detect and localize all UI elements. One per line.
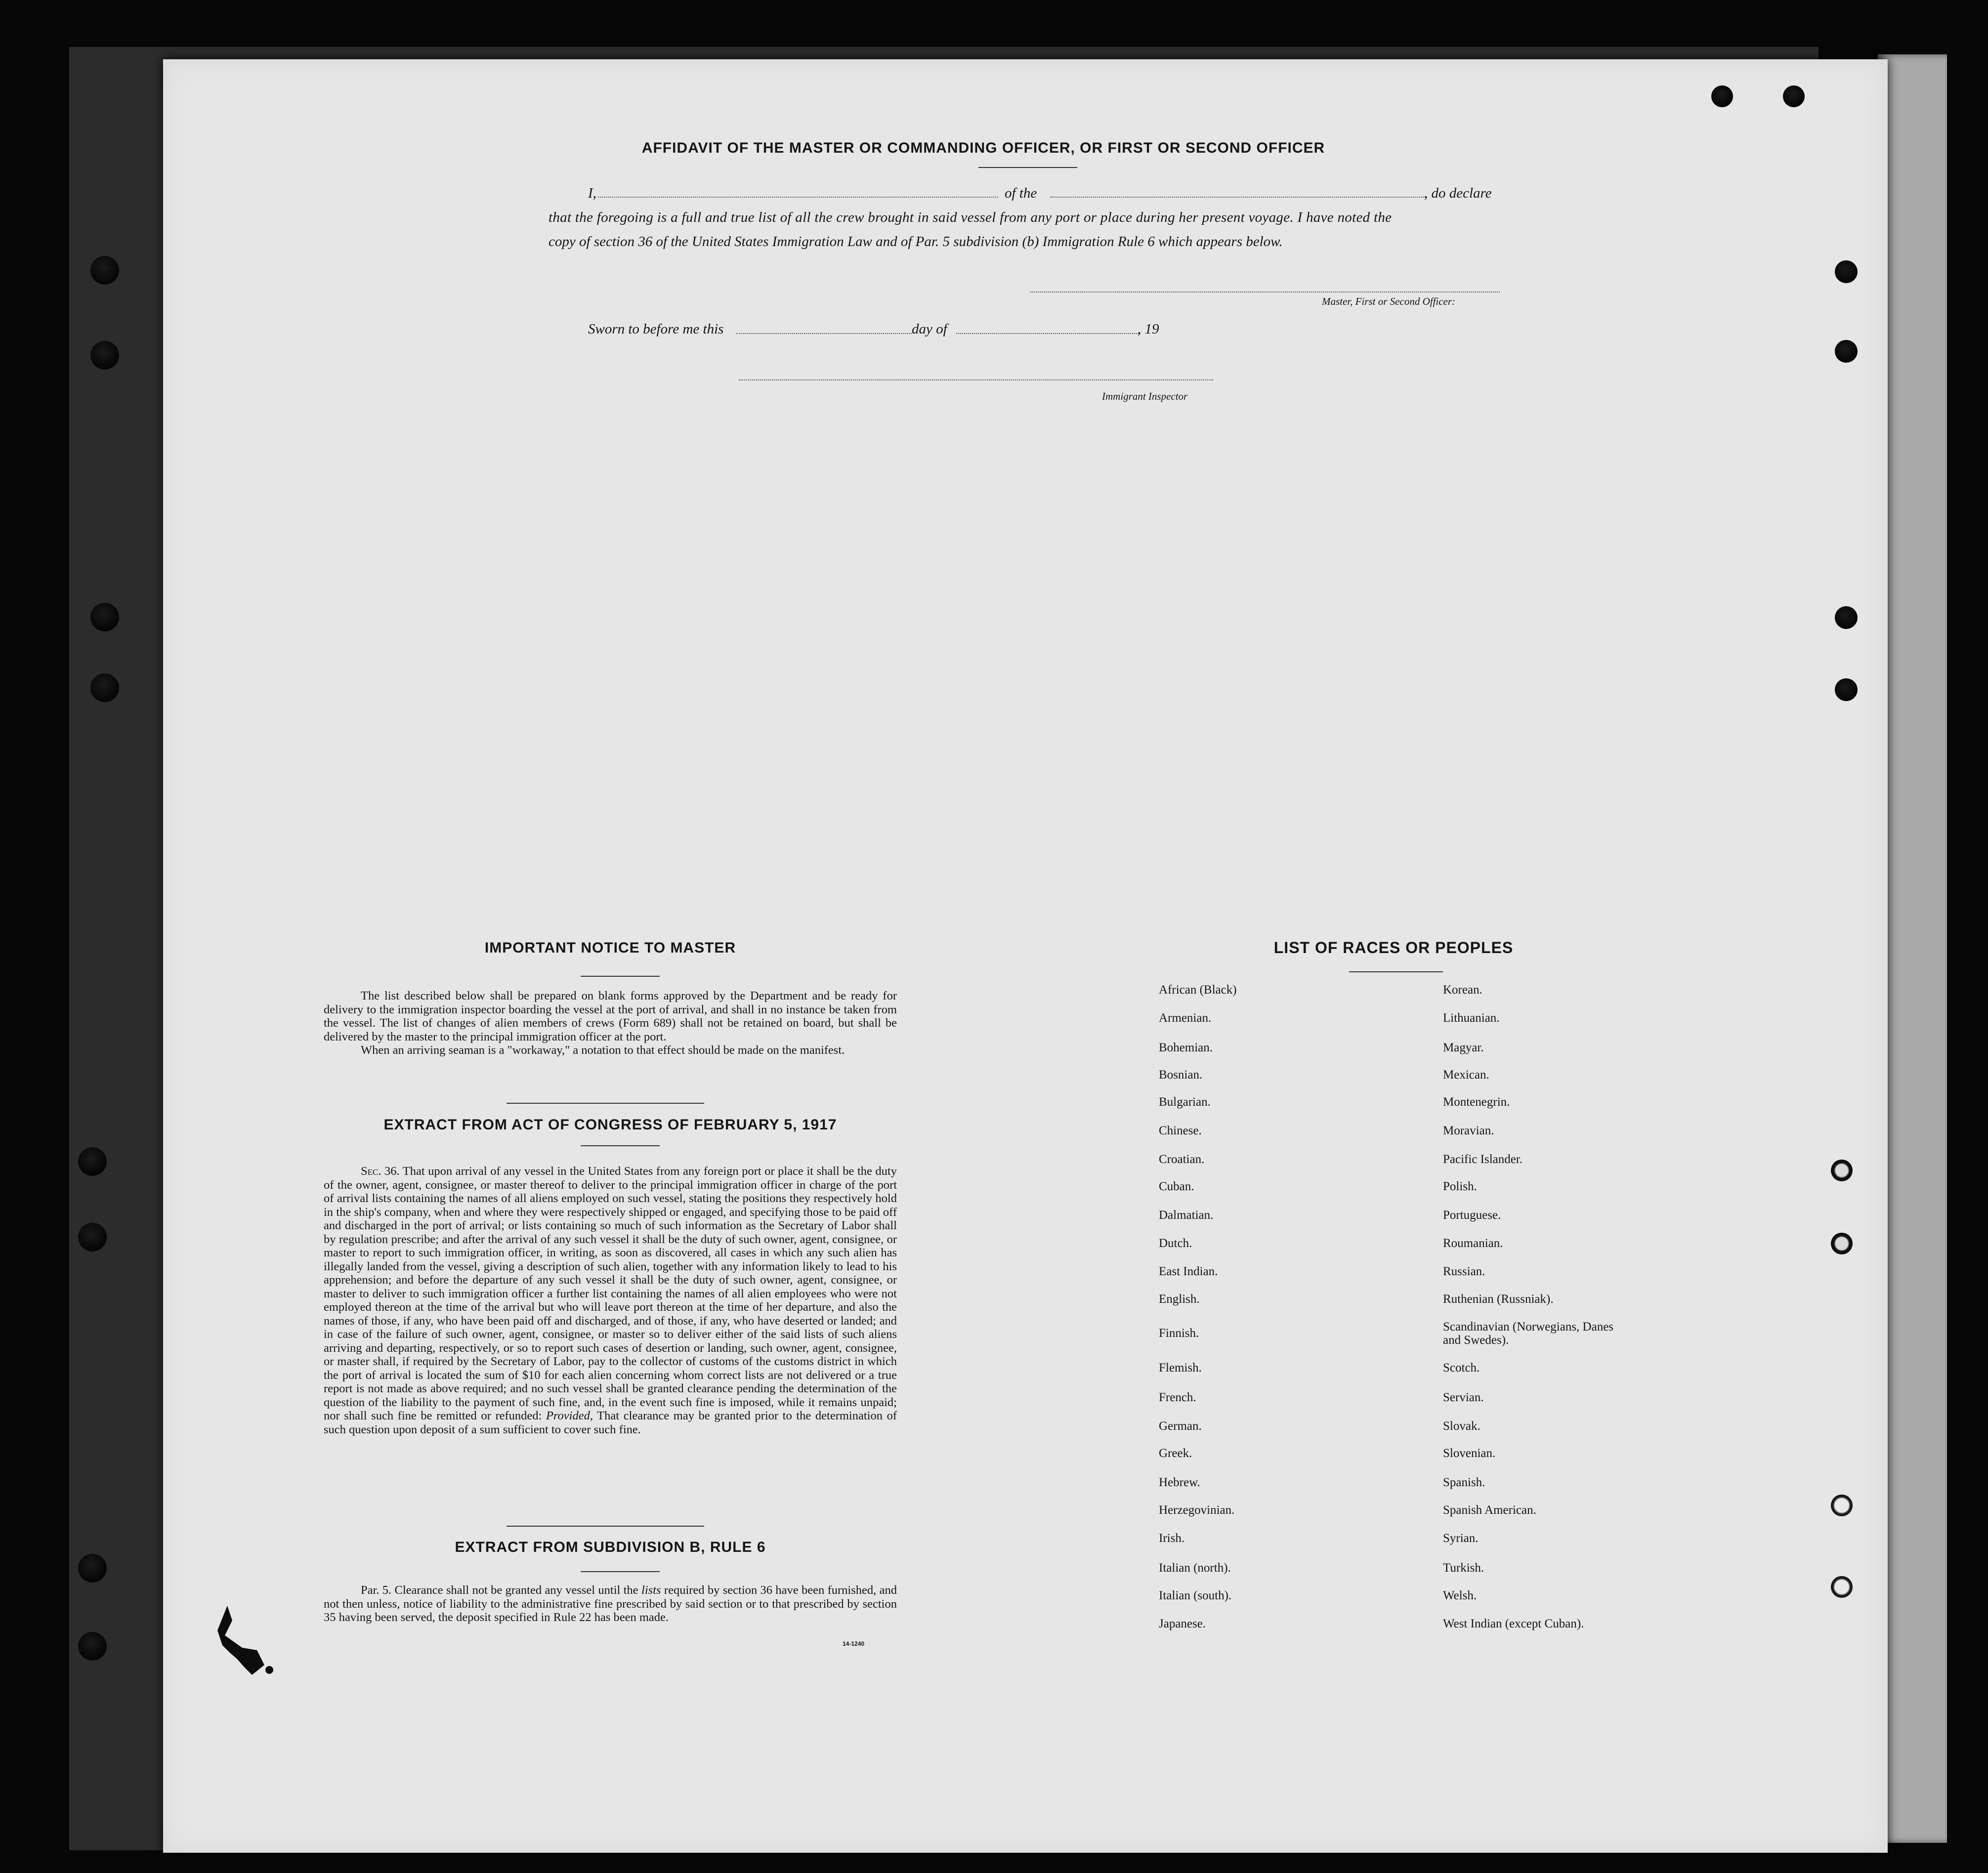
punch-hole bbox=[1831, 1576, 1853, 1598]
race-item: Herzegovinian. bbox=[1159, 1503, 1235, 1517]
rule-extract-title: EXTRACT FROM SUBDIVISION B, RULE 6 bbox=[455, 1539, 766, 1555]
notice-title: IMPORTANT NOTICE TO MASTER bbox=[484, 940, 736, 956]
sworn-day-field[interactable] bbox=[736, 333, 912, 334]
race-item: Korean. bbox=[1443, 983, 1482, 997]
race-item: Syrian. bbox=[1443, 1532, 1479, 1545]
lists-word: lists bbox=[641, 1583, 661, 1597]
race-item: Polish. bbox=[1443, 1180, 1477, 1193]
race-item: Cuban. bbox=[1159, 1180, 1194, 1193]
race-item: Pacific Islander. bbox=[1443, 1153, 1523, 1166]
form-number: 14-1240 bbox=[843, 1640, 865, 1647]
affidavit-vessel-field[interactable] bbox=[1050, 197, 1426, 198]
race-item: Russian. bbox=[1443, 1265, 1485, 1278]
race-item: Montenegrin. bbox=[1443, 1095, 1510, 1109]
race-item: Finnish. bbox=[1159, 1327, 1199, 1340]
race-item: Portuguese. bbox=[1443, 1208, 1501, 1222]
punch-hole bbox=[1831, 1160, 1853, 1181]
ink-blot bbox=[198, 1601, 296, 1680]
act-extract-text bbox=[324, 1165, 897, 1436]
affidavit-title-rule bbox=[978, 167, 1077, 168]
affidavit-line-1-mid: of the bbox=[1005, 185, 1037, 201]
affidavit-title: AFFIDAVIT OF THE MASTER OR COMMANDING OFFICER, OR FIRST OR SECOND OFFICER bbox=[641, 140, 1325, 156]
race-item: West Indian (except Cuban). bbox=[1443, 1617, 1584, 1630]
punch-hole bbox=[1711, 85, 1733, 107]
section-36-paragraph bbox=[324, 1165, 897, 1436]
race-item: Slovenian. bbox=[1443, 1447, 1496, 1460]
notice-title-rule bbox=[581, 976, 660, 977]
race-item: Bosnian. bbox=[1159, 1068, 1203, 1082]
punch-hole bbox=[90, 673, 119, 702]
punch-hole bbox=[1835, 340, 1858, 363]
races-title: LIST OF RACES OR PEOPLES bbox=[1273, 939, 1514, 957]
race-item: Italian (north). bbox=[1159, 1561, 1231, 1575]
race-item: Scandinavian (Norwegians, Danes and Swedes). bbox=[1443, 1320, 1614, 1347]
race-item: Scotch. bbox=[1443, 1361, 1480, 1374]
section-36-proviso: That clearance may be granted prior to the determination of such question upon deposit of a sum sufficient to cover such fine. bbox=[324, 1409, 897, 1436]
adjacent-page-edge bbox=[1878, 54, 1947, 1843]
race-item: Croatian. bbox=[1159, 1153, 1205, 1166]
race-item: East Indian. bbox=[1159, 1265, 1218, 1278]
master-signature-field[interactable] bbox=[1030, 291, 1500, 292]
affidavit-line-3: copy of section 36 of the United States Immigration Law and of Par. 5 subdivision (b) Immigration Rule 6 which appears below. bbox=[549, 234, 1283, 250]
punch-hole bbox=[78, 1632, 107, 1661]
race-item: Magyar. bbox=[1443, 1041, 1484, 1054]
punch-hole bbox=[78, 1554, 107, 1582]
master-signature-caption: Master, First or Second Officer: bbox=[1322, 295, 1456, 307]
notice-paragraph-1: The list described below shall be prepared on blank forms approved by the Department and be ready for delivery to the immigration inspector boarding the vessel at the port of arrival, and shall in no instance be taken from the vessel. The list of changes of alien members of crews (Form 689) shall not be retained on board, but shall be delivered by the master to the principal immigration officer at the port. bbox=[324, 989, 897, 1043]
punch-hole bbox=[78, 1223, 107, 1251]
paragraph-5-text: Par. 5. Clearance shall not be granted any vessel until the bbox=[361, 1583, 638, 1597]
section-36-text: That upon arrival of any vessel in the United States from any foreign port or place it shall be the duty of the owner, agent, consignee, or master thereof to deliver to the principal immigration officer in charge of the port of arrival lists containing the names of all aliens employed on such vessel, stating the positions they respectively hold in the ship's company, when and where they were respectively shipped or engaged, and specifying those to be paid off and discharged in the port of arrival; or lists containing so much of such information as the Secretary of Labor shall by regulation prescribe; and after the arrival of any such vessel it shall be the duty of such owner, agent, consignee, or master to report to such immigration officer, in writing, as soon as discovered, all cases in which any such alien has illegally landed from the vessel, giving a description of such alien, together with any information likely to lead to his apprehension; and before the departure of any such vessel it shall be the duty of such owner, agent, consignee, or master to deliver to such immigration officer a further list containing the names of all alien employees who were not employed thereon at the time of the arrival but who will leave port thereon at the time of her departure, and also the names of those, if any, who have been paid off and discharged, and of those, if any, who have deserted or landed; and in case of the failure of such owner, agent, consignee, or master so to deliver either of the said lists of such aliens arriving and departing, respectively, or so to report such cases of desertion or landing, such owner, agent, consignee, or master shall, if required by the Secretary of Labor, pay to the collector of customs of the customs district in which the port of arrival is located the sum of $10 for each alien concerning whom correct lists are not delivered or a true report is not made as above required; and no such vessel shall be granted clearance pending the determination of the question of the liability to the payment of such fine, and, in the event such fine is imposed, while it remains unpaid; nor shall such fine be remitted or refunded: bbox=[324, 1165, 897, 1422]
punch-hole bbox=[1783, 85, 1805, 107]
paragraph-5-rest: required by section 36 have been furnished, and not then unless, notice of liability to the administrative fine prescribed by said section or to that prescribed by section 35 having been served, the deposit specified in Rule 22 has been made. bbox=[324, 1583, 897, 1624]
section-label: Sec. 36. bbox=[361, 1165, 400, 1178]
race-item: Hebrew. bbox=[1159, 1476, 1200, 1489]
punch-hole bbox=[1835, 606, 1858, 629]
race-item: Welsh. bbox=[1443, 1589, 1477, 1602]
race-item: Turkish. bbox=[1443, 1561, 1484, 1575]
race-item: Spanish. bbox=[1443, 1476, 1485, 1489]
act-extract-title: EXTRACT FROM ACT OF CONGRESS OF FEBRUARY 5, 1917 bbox=[383, 1117, 837, 1133]
affidavit-line-2: that the foregoing is a full and true list of all the crew brought in said vessel from any port or place during her present voyage. I have noted the bbox=[549, 209, 1392, 225]
affidavit-name-field[interactable] bbox=[598, 197, 998, 198]
sworn-line-start: Sworn to before me this bbox=[588, 321, 724, 337]
paragraph-5 bbox=[324, 1583, 897, 1624]
section-divider bbox=[507, 1526, 704, 1527]
punch-hole bbox=[1835, 678, 1858, 701]
race-item: Roumanian. bbox=[1443, 1237, 1503, 1250]
race-item: Moravian. bbox=[1443, 1124, 1494, 1137]
race-item: Bohemian. bbox=[1159, 1041, 1213, 1054]
punch-hole bbox=[1831, 1495, 1853, 1516]
race-item: Dalmatian. bbox=[1159, 1208, 1214, 1222]
race-item: Armenian. bbox=[1159, 1011, 1212, 1025]
provided-word: Provided, bbox=[546, 1409, 593, 1422]
punch-hole bbox=[90, 341, 119, 370]
punch-hole bbox=[90, 256, 119, 285]
race-item: Japanese. bbox=[1159, 1617, 1206, 1630]
sworn-line-end: , 19 bbox=[1138, 321, 1159, 337]
notice-paragraph-2: When an arriving seaman is a "workaway," a notation to that effect should be made on the manifest. bbox=[361, 1043, 845, 1057]
section-divider bbox=[507, 1103, 704, 1104]
sworn-line-mid: day of bbox=[912, 321, 947, 337]
race-item: French. bbox=[1159, 1391, 1196, 1404]
race-item: African (Black) bbox=[1159, 983, 1237, 997]
race-item: English. bbox=[1159, 1292, 1200, 1306]
race-item: Dutch. bbox=[1159, 1237, 1192, 1250]
act-extract-title-rule bbox=[581, 1145, 660, 1146]
sworn-month-field[interactable] bbox=[956, 333, 1139, 334]
inspector-caption: Immigrant Inspector bbox=[1102, 390, 1188, 402]
race-item: Greek. bbox=[1159, 1447, 1192, 1460]
race-item: Flemish. bbox=[1159, 1361, 1202, 1374]
punch-hole bbox=[78, 1147, 107, 1176]
rule-extract-title-rule bbox=[581, 1571, 660, 1572]
race-item: Spanish American. bbox=[1443, 1503, 1536, 1517]
affidavit-line-1-start: I, bbox=[588, 185, 596, 201]
race-item: German. bbox=[1159, 1419, 1202, 1433]
race-item: Italian (south). bbox=[1159, 1589, 1232, 1602]
race-item: Slovak. bbox=[1443, 1419, 1480, 1433]
inspector-signature-field[interactable] bbox=[739, 379, 1213, 380]
race-item: Servian. bbox=[1443, 1391, 1484, 1404]
race-item: Chinese. bbox=[1159, 1124, 1202, 1137]
races-title-rule bbox=[1349, 971, 1443, 972]
rule-extract-text bbox=[324, 1583, 897, 1624]
notice-text bbox=[324, 989, 897, 1057]
race-item: Ruthenian (Russniak). bbox=[1443, 1292, 1554, 1306]
affidavit-line-1-end: , do declare bbox=[1424, 185, 1492, 201]
punch-hole bbox=[90, 603, 119, 631]
race-item: Lithuanian. bbox=[1443, 1011, 1500, 1025]
race-item: Irish. bbox=[1159, 1532, 1185, 1545]
race-item: Mexican. bbox=[1443, 1068, 1489, 1082]
race-item: Bulgarian. bbox=[1159, 1095, 1211, 1109]
punch-hole bbox=[1831, 1233, 1853, 1254]
punch-hole bbox=[1835, 260, 1858, 283]
